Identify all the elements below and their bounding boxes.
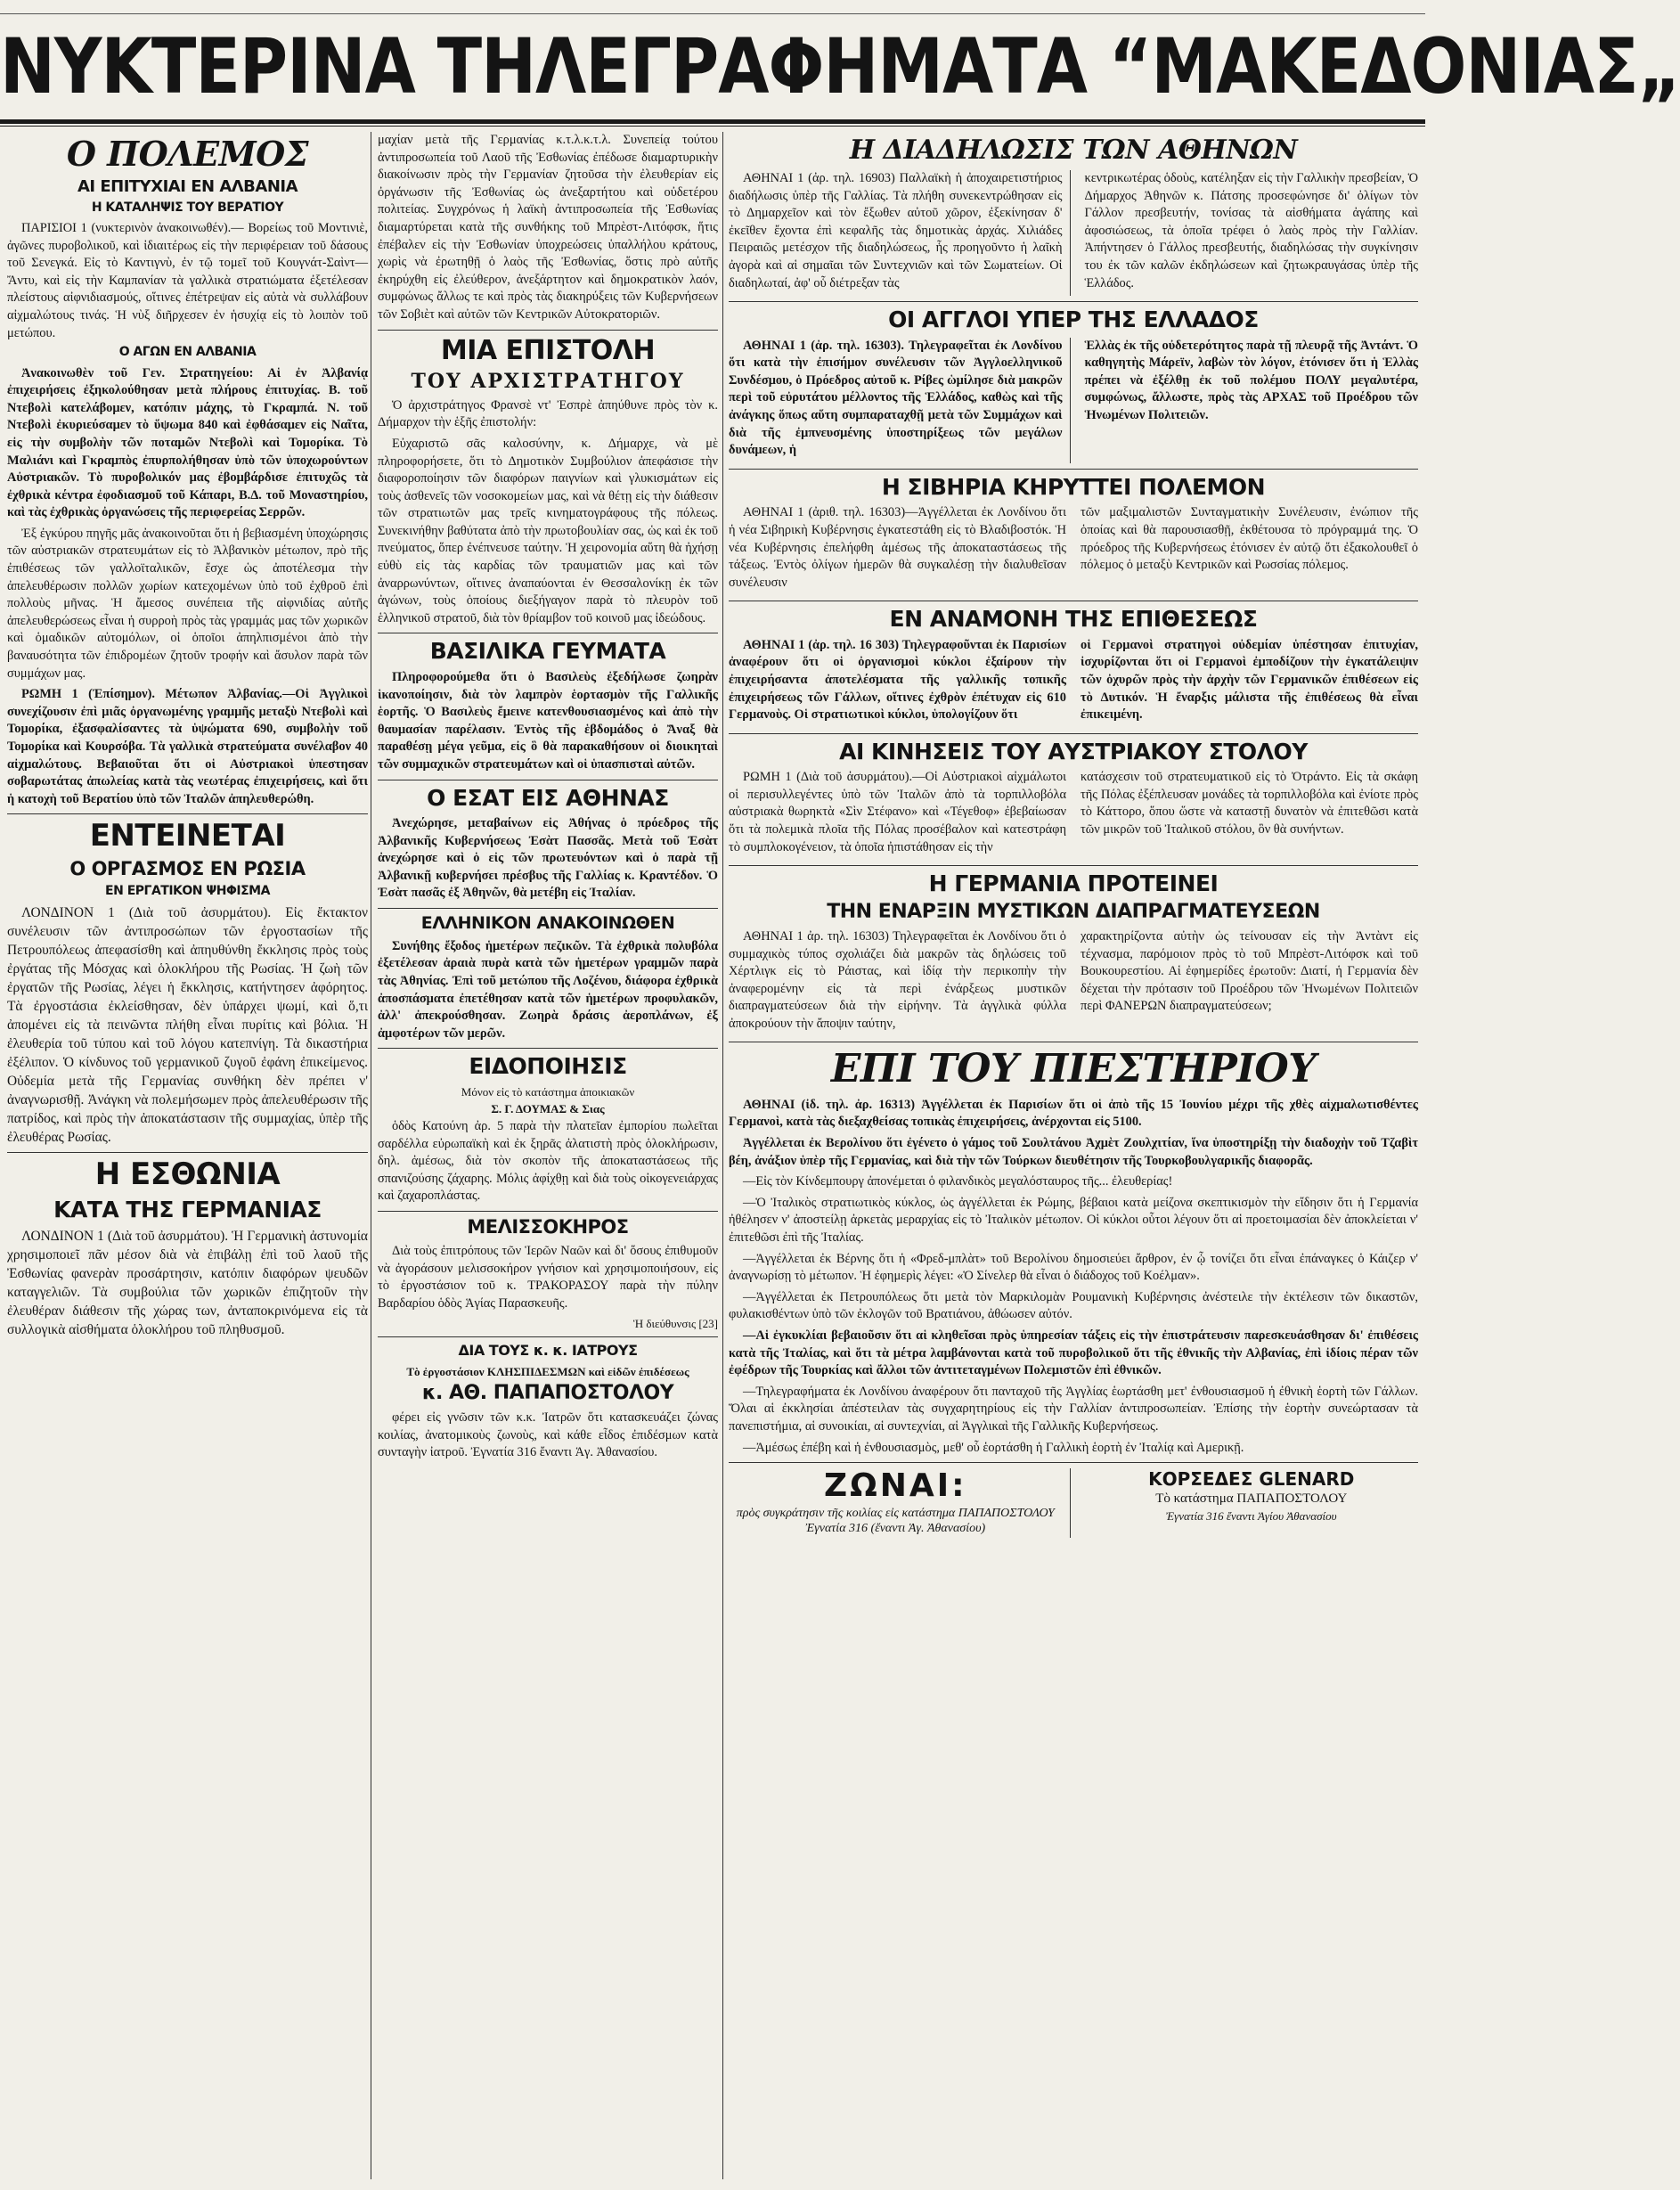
headline: Η ΓΕΡΜΑΝΙΑ ΠΡΟΤΕΙΝΕΙ — [928, 870, 1219, 897]
article-text: κεντρικωτέρας ὁδοὺς, κατέληξαν εἰς τὴν Γαλλικὴν πρεσβείαν, Ὁ Δήμαρχος Ἀθηνῶν κ. Πάτσης προσεφώνησε δι' ὀλίγων τὸν Γάλλον πρεσβευτήν, τονίσας τὰ αἰσθήματα ἀγάπης καὶ ἀφοσιώσεως, τὰ ὁποῖα τρέφει ὁ λαὸς πρὸς τὴν Γαλλίαν. Ἀπήντησεν ὁ Γάλλος πρεσβευτής, διαδηλώσας τὴν συγκίνησιν του ἐκ τῶν καλῶν ἐκδηλώσεων καὶ ζητωκραυγάσας ὑπὲρ τῆς Ἑλλάδος. — [1084, 171, 1418, 290]
masthead-rule-thin — [0, 126, 1425, 127]
headline: Η ΔΙΑΔΗΛΩΣΙΣ ΤΩΝ ΑΘΗΝΩΝ — [849, 135, 1298, 166]
divider — [378, 330, 718, 331]
subheadline: ΑΙ ΕΠΙΤΥΧΙΑΙ ΕΝ ΑΛΒΑΝΙΑ — [77, 176, 298, 196]
divider — [729, 865, 1418, 866]
article-two-column — [729, 928, 1418, 1037]
divider — [729, 469, 1418, 470]
headline: ΤΟΥ ΑΡΧΙΣΤΡΑΤΗΓΟΥ — [411, 369, 685, 393]
ad-text: ὁδὸς Κατούνη ἀρ. 5 παρὰ τὴν πλατεῖαν ἐμπορίου πωλεῖται σαρδέλλα εὐρωπαϊκὴ καὶ ἐκ ξηρᾶς ἀλατιστὴ πρὸς ὁλοκλήρωσιν, δηλ. ἀμέσως, διὰ τὸν σκοπὸν τῆς ἀποκαταστάσεως τῆς σπανιζούσης ζάχαρης. Μόλις ἀφίχθῃ καὶ διὰ τοὺς οἰκογενειάρχας καὶ ζαχαροπλάστας. — [378, 1118, 718, 1204]
ad-headline: ΜΕΛΙΣΣΟΚΗΡΟΣ — [467, 1215, 629, 1238]
ad-headline: ΕΙΔΟΠΟΙΗΣΙΣ — [469, 1053, 627, 1080]
headline: Ο ΟΡΓΑΣΜΟΣ ΕΝ ΡΩΣΙΑ — [69, 857, 306, 879]
article-text: κατάσχεσιν τοῦ στρατευματικοῦ εἰς τὸ Ὀτράντο. Εἰς τὰ σκάφη τῆς Πόλας ἐξέπλευσαν μονάδες τὰ τορπιλλοβόλα καὶ ἐνίοτε πρὸς τὸ Κάττορο, ὅπου ὥστε νὰ καταστῇ δυνατὸν νὰ ἐπιτεθῶσι κατὰ τῶν μικρῶν τοῦ Ἰταλικοῦ στόλου, ὃν θὰ συνήντων. — [1081, 770, 1418, 838]
ad-text: Σ. Γ. ΔΟΥΜΑΣ & Σιας — [491, 1101, 605, 1115]
divider — [729, 301, 1418, 302]
subheadline: Η ΚΑΤΑΛΗΨΙΣ ΤΟΥ ΒΕΡΑΤΙΟΥ — [91, 200, 284, 215]
article-text: ΡΩΜΗ 1 (Ἐπίσημον). Μέτωπον Ἀλβανίας.—Οἱ Ἀγγλικοὶ συνεχίζουσιν ἐπὶ μιᾶς ὀργανωμένης γραμμῆς μεταξὺ Ντεβολὶ καὶ Τομορίκα, ἐξασφαλίσαντες τὰ ὑψώματα 690, συμβολὴν τοῦ Τομορίκα καὶ Κουρσόβα. Τὰ γαλλικὰ στρατεύματα συνέλαβον 40 αἰχμαλώτους. Βεβαιοῦται ὅτι οἱ Αὐστριακοὶ ὑπεστησαν σοβαρωτάτας ἀπωλείας κατὰ τὰς νεωτέρας ἐπιχειρήσεις, καὶ ὅτι ἡ κατοχὴ τοῦ Βερατίου ὑπὸ τῶν Ἰταλῶν ἀπηλευθερώθη. — [7, 687, 368, 806]
ad-text: Ἡ διεύθυνσις [23] — [632, 1317, 718, 1331]
divider — [729, 733, 1418, 734]
article-text: χαρακτηρίζοντα αὐτὴν ὡς τείνουσαν εἰς τὴν Ἀντὰντ εἰς τέχνασμα, παρόμοιον πρὸς τὸ τοῦ Μπρὲστ-Λιτόφσκ καὶ τοῦ Βουκουρεστίου. Αἱ ἐφημερίδες ἐρωτοῦν: Διατί, ἡ Γερμανία δὲν δέχεται τὴν πρότασιν τοῦ Προέδρου τῶν Ἡνωμένων Πολιτειῶν περὶ ΦΑΝΕΡΩΝ διαπραγματεύσεων; — [1081, 928, 1418, 1014]
article-two-column — [729, 170, 1418, 296]
article-text: μαχίαν μετὰ τῆς Γερμανίας κ.τ.λ.κ.τ.λ. Συνεπείᾳ τούτου ἀντιπροσωπεία τοῦ Λαοῦ τῆς Ἐσθωνίας ἐπέδωσε διαμαρτυρικὴν διακοίνωσιν πρὸς τὴν Γερμανίαν ζητοῦσα τὴν ἐλευθερίαν εἰς ὀργάνωσιν τῆς Ἐσθωνίας ὡς ἀνεξαρτήτου καὶ οὐδετέρου πολιτείας. Συγχρόνως ἡ λαϊκὴ ἀντιπροσωπεία τῆς Ἐσθωνίας διαμαρτύρεται κατὰ τῆς συνθήκης τοῦ Μπρὲστ-Λιτόφσκ, ἥτις ἐπέβαλεν εἰς τὴν Ἐσθωνίαν ὑποχρεώσεις ὑπαλλήλου κράτους, χωρὶς νὰ ἐρωτηθῇ ὁ λαὸς τῆς Ἐσθωνίας, ὅστις πρὸ αὐτῆς ἐκηρύχθη εἰς ἐλεύθερον, ἀνεξάρτητον καὶ δημοκρατικὸν λαόν, συμφώνως ἄλλως τε καὶ πρὸς τὰς διακηρύξεις τῶν Κυβερνήσεων τῶν Σοβιὲτ καὶ αὐτῶν τῶν Κεντρικῶν Αὐτοκρατοριῶν. — [378, 133, 718, 322]
article-text: Ἀνακοινωθὲν τοῦ Γεν. Στρατηγείου: Αἱ ἐν Ἀλβανίᾳ ἐπιχειρήσεις ἐξηκολούθησαν μετὰ πλήρους ἐπιτυχίας. Β. τοῦ Ντεβολὶ κατελάβομεν, κατόπιν μάχης, τὸ Γκραμπά. Ν. τοῦ Ντεβολὶ ἐκυριεύσαμεν τὸ ὕψωμα 840 καὶ ἐφθάσαμεν εἰς Ναῖτα, εἰς τὴν συμβολὴν τῶν ποταμῶν Ντεβολὶ καὶ Τομορίκα. Τὸ Μαλιάνι καὶ Γκραμπὸς ἐπυρπολήθησαν ὑπὸ τῶν ὑποχωρούντων Αὐστριακῶν. Τὸ πυροβολικόν μας ἐβομβάρδισε ἐπιτυχῶς τὰ ἐχθρικὰ κέντρα ἐφοδιασμοῦ τοῦ Κάπαρι, Β.Δ. τοῦ Μοναστηρίου, καὶ τὰς ἐχθρικὰς ὀργανώσεις τῆς περιφερείας Σερρῶν. — [7, 365, 368, 520]
article-text: Πληροφορούμεθα ὅτι ὁ Βασιλεὺς ἐξεδήλωσε ζωηρὰν ἱκανοποίησιν, διὰ τὸν λαμπρὸν ἑορτασμὸν τῆς Γαλλικῆς ἑορτῆς. Ὁ Βασιλεὺς ἔμεινε κατενθουσιασμένος καὶ ἀπὸ τὴν θαυμασίαν παρέλασιν. Ἐντὸς τῆς ἑβδομάδος ὁ Ἄναξ θὰ παραθέσῃ μέγα γεῦμα, εἰς ὃ θὰ παρακαθήσουν οἱ διοικηταὶ τῶν συμμαχικῶν στρατευμάτων καὶ οἱ ὑπασπισταὶ αὐτῶν. — [378, 669, 718, 772]
ad-headline: ΖΩΝΑΙ: — [824, 1467, 967, 1505]
article-two-column — [729, 769, 1418, 860]
ads-row — [729, 1468, 1418, 1538]
headline: ΒΑΣΙΛΙΚΑ ΓΕΥΜΑΤΑ — [429, 638, 666, 665]
article-text: —Ἀμέσως ἐπέβη καὶ ἡ ἐνθουσιασμὸς, μεθ' οὗ ἑορτάσθη ἡ Γαλλικὴ ἑορτὴ ἐν Ἰταλίᾳ καὶ Αμερικῇ. — [743, 1440, 1244, 1455]
article-text: Ἀνεχώρησε, μεταβαίνων εἰς Ἀθήνας ὁ πρόεδρος τῆς Ἀλβανικῆς Κυβερνήσεως Ἐσὰτ Πασσᾶς. Μετὰ τοῦ Ἐσὰτ ἀνεχώρησε καὶ ὁ εἰς τῶν πρωτευόντων καὶ ὁ παρὰ τῇ Ἀλβανικῇ κυβερνήσει πρέσβυς τῆς Γαλλίας κ. Κραντέδον. Ὁ Ἐσὰτ πασᾶς ἐξ Ἀθηνῶν, θὰ μετέβη εἰς Ἰταλίαν. — [378, 816, 718, 901]
column-3-4 — [729, 132, 1418, 2181]
headline: ΕΛΛΗΝΙΚΟΝ ΑΝΑΚΟΙΝΩΘΕΝ — [420, 912, 675, 933]
divider — [378, 1211, 718, 1212]
article-text: ΑΘΗΝΑΙ 1 ἀρ. τηλ. 16303) Τηλεγραφεῖται ἐκ Λονδίνου ὅτι ὁ συμμαχικὸς τύπος σχολιάζει διὰ μακρῶν τὰς δηλώσεις τοῦ Χέρτλιγκ εἰς τὸ Ράιστας, καὶ ἰδίᾳ τὴν περικοπὴν τὴν ἀναφερομένην εἰς τὰ περὶ ἐνάρξεως μυστικῶν διαπραγματεύσεων διὰ τὴν εἰρήνην. Τὰ ἀγγλικὰ φύλλα ἀποκρούουν τὴν ἄποψιν ταύτην, — [729, 928, 1066, 1031]
article-text: —Ἀγγέλλεται ἐκ Πετρουπόλεως ὅτι μετὰ τὸν Μαρκιλομὰν Ρουμανικὴ Κυβέρνησις ἀνέστειλε τὴν ἐκτέλεσιν τῶν δικαστῶν, φυλακισθέντων ὑπὸ τῶν ἐκλογῶν τοῦ Βρατιάνου, ἀθώωσεν αὐτόν. — [729, 1289, 1418, 1322]
article-two-column — [729, 504, 1418, 595]
article-text: ΛΟΝΔΙΝΟΝ 1 (Διὰ τοῦ ἀσυρμάτου). Ἡ Γερμανικὴ ἀστυνομία χρησιμοποιεῖ πᾶν μέσον διὰ νὰ ἐπιβάλῃ ἐπὶ τοῦ λαοῦ τῆς Ἐσθωνίας φανερὰν προσάρτησιν, κατόπιν διαφόρων ψευδῶν καταγγελιῶν. Τὰ συμβούλια τῶν χωρικῶν ἐπιζητοῦν τὴν ἐλευθέραν διάθεσιν τῆς χώρας των, ἀνταποκρινόμενα εἰς τὰ συλλογικὰ αἰσθήματα ὁλοκλήρου τοῦ πληθυσμοῦ. — [7, 1229, 368, 1338]
headline-press: ΕΠΙ ΤΟΥ ΠΙΕΣΤΗΡΙΟΥ — [830, 1046, 1317, 1092]
article-text: ΑΘΗΝΑΙ (ἰδ. τηλ. ἀρ. 16313) Ἀγγέλλεται ἐκ Παρισίων ὅτι οἱ ἀπὸ τῆς 15 Ἰουνίου μέχρι τῆς χθὲς αἰχμαλωτισθέντες Γερμανοὶ, κατὰ τὰς διεξαχθείσας τοπικὰς ἐπιχειρήσεις, ἀνέρχονται εἰς 5100. — [729, 1097, 1418, 1130]
headline: Η ΣΙΒΗΡΙΑ ΚΗΡΥΤΤΕΙ ΠΟΛΕΜΟΝ — [881, 473, 1266, 500]
divider — [378, 908, 718, 909]
article-text: Εὐχαριστῶ σᾶς καλοσύνην, κ. Δήμαρχε, νὰ μὲ πληροφορήσετε, ὅτι τὸ Δημοτικὸν Συμβούλιον ἀπεφάσισε τὴν διαφοροποίησιν τῶν διαφόρων παιγνίων καὶ γλυκισμάτων εἰς τοὺς ἀσθενεῖς τῶν νοσοκομείων μας, καὶ νὰ θέτῃ εἰς τὴν διάθεσιν τῶν στρατιωτῶν μας τρεῖς κινηματογράφους τῆς πόλεως. Συνεκινήθην βαθύτατα ἀπὸ τὴν πρωτοβουλίαν σας, ὡς καὶ ἐκ τοῦ πνεύματος, ὅπερ ἐνέπνευσε ταύτην. Ἡ χειρονομία αὕτη θὰ ἠχήσῃ εὐθὺ εἰς τὰς καρδίας τῶν τραυματιῶν μας καὶ τῶν ἀναρρωνύντων, οἵτινες ἀναπαύονται ἐν Θεσσαλονίκῃ ἐκ τῶν ἀγώνων, τοὺς ὁποίους διεξήγαγον παρὰ τὸ πλευρὸν τοῦ ἑλληνικοῦ στρατοῦ, διὰ τὸν θρίαμβον τοῦ κοινοῦ μας ἰδεώδους. — [378, 436, 718, 625]
ad-text: Τὸ ἐργοστάσιον ΚΛΗΣΠΙΔΕΣΜΩΝ καὶ εἰδῶν ἐπιδέσεως — [406, 1364, 689, 1378]
article-two-column — [729, 637, 1418, 728]
divider — [729, 1462, 1418, 1463]
subheadline: Ο ΑΓΩΝ ΕΝ ΑΛΒΑΝΙΑ — [118, 345, 257, 360]
ad-headline: ΚΟΡΣΕΔΕΣ GLENARD — [1148, 1468, 1355, 1491]
ad-headline: κ. ΑΘ. ΠΑΠΑΠΟΣΤΟΛΟΥ — [421, 1381, 674, 1404]
divider — [7, 1152, 368, 1153]
article-text: —Τηλεγραφήματα ἐκ Λονδίνου ἀναφέρουν ὅτι πανταχοῦ τῆς Ἀγγλίας ἑωρτάσθη μετ' ἐνθουσιασμοῦ ἡ ἐθνικὴ ἑορτὴ τῶν Γάλλων. Ὅλαι αἱ ἐκκλησίαι ἀπέστειλαν τὰς συγχαρητηρίους εἰς τὴν Γαλλίαν ἀντιπροσωπείαν. Ἐπίσης τὴν ἑορτὴν συνεώρτασαν τὰ πανεπιστήμια, αἱ συνοικίαι, αἱ συντεχνίαι, αἱ Ἀγγλικαὶ τῆς Γαλλικῆς Κυβερνήσεως. — [729, 1384, 1418, 1434]
column-divider — [722, 132, 723, 2179]
article-text: —Εἰς τὸν Κίνδεμπουργ ἀπονέμεται ὁ φιλανδικὸς μεγαλόσταυρος τῆς... ἐλευθερίας! — [743, 1174, 1173, 1189]
article-text: Ἀγγέλλεται ἐκ Βερολίνου ὅτι ἐγένετο ὁ γάμος τοῦ Σουλτάνου Ἀχμὲτ Ζουλχιτίαν, ἵνα ὑποστηρίξῃ τὴν διαδοχὴν τοῦ Τζαβὶτ βέη, ἀνάξιον ὑπὲρ τῆς Γερμανίας, καὶ διὰ τὴν τῶν Τούρκων διευθέτησιν τῆς Τουρκοβουλγαρικῆς διαφορᾶς. — [729, 1136, 1418, 1168]
article-text: ΑΘΗΝΑΙ 1 (ἀριθ. τηλ. 16303)—Ἀγγέλλεται ἐκ Λονδίνου ὅτι ἡ νέα Σιβηρικὴ Κυβέρνησις ἐγκατεστάθη εἰς τὸ Βλαδιβοστόκ. Ἡ νέα Κυβέρνησις ἐπελήφθη ἀμέσως τῆς ἀποκαταστάσεως τῆς τάξεως. Ἐντὸς ὀλίγων ἡμερῶν θὰ συγκαλέσῃ τὴν διαλυθεῖσαν συνέλευσιν — [729, 505, 1066, 590]
headline: ΑΙ ΚΙΝΗΣΕΙΣ ΤΟΥ ΑΥΣΤΡΙΑΚΟΥ ΣΤΟΛΟΥ — [839, 738, 1308, 764]
article-text: —Ὁ Ἰταλικὸς στρατιωτικὸς κύκλος, ὡς ἀγγέλλεται ἐκ Ρώμης, βέβαιοι κατὰ μείζονα σκεπτικισμὸν τὴν εἴδησιν ὅτι ἡ Γερμανία ἠθέλησεν ν' ἀποστείλῃ ἀρκετὰς μεραρχίας εἰς τὸ Ἰταλικὸν μέτωπον. Οἱ κύκλοι οὗτοι λέγουν ὅτι αἱ προετοιμασίαι δὲν ἀποκλείεται ν' ἐπιτεθῶσι ἐπὶ τῆς Ἰταλίας. — [729, 1195, 1418, 1246]
article-text: ΛΟΝΔΙΝΟΝ 1 (Διὰ τοῦ ἀσυρμάτου). Εἰς ἔκτακτον συνέλευσιν τῶν ἀντιπροσώπων τῶν ἐργοστασίων τῆς Πετρουπόλεως ἀπεφασίσθη καὶ ἀπηυθύνθη ἔκκλησις πρὸς τοὺς ἐργάτας τῆς Μόσχας καὶ ὁλοκλήρου τῆς Ρωσίας. Ἡ ζωὴ τῶν ἐργατῶν τῆς Ρωσίας, λέγει ἡ ἔκκλησις, κατήντησεν ἀφόρητος. Τὰ ἐργοστάσια ἐκλείσθησαν, δὲν ὑπάρχει ψωμί, καὶ ὅ,τι ἀπομένει εἰς τὰ πεινῶντα πλήθη εἶναι πυρίτις καὶ βόλια. Ἡ ἐλευθερία τοῦ τύπου καὶ τοῦ λόγου κατεπνίγη. Τὰ δικαστήρια ἐξέλιπον. Ὁ κίνδυνος τοῦ γερμανικοῦ ζυγοῦ ἐφάνη ἐπικείμενος. Οὐδεμία μετὰ τῆς Γερμανίας συνθήκη δὲν πρέπει ν' ἀναγνωρισθῇ. Ἀνάγκη νὰ πολεμήσωμεν πρὸς ἀπελευθέρωσιν τῆς πατρίδος, καὶ πρὸς τὴν ἀποκατάστασιν τῆς συμμαχίας, ὑπὲρ τῆς ἐλευθέρας Ρωσίας. — [7, 905, 368, 1146]
masthead-title: ΝΥΚΤΕΡΙΝΑ ΤΗΛΕΓΡΑΦΗΜΑΤΑ “ΜΑΚΕΔΟΝΙΑΣ„ — [0, 22, 1680, 111]
article-text: —Ἀγγέλλεται ἐκ Βέρνης ὅτι ἡ «Φρεδ-μπλὰτ» τοῦ Βερολίνου δημοσιεύει ἄρθρον, ἐν ᾧ τονίζει ὅτι εἶναι ἐπάναγκες ὁ Κάιζερ ν' ἀναγνωρίσῃ τὸ μέτωπον. Ἡ ἐφημερὶς λέγει: «Ὁ Σίνελερ θὰ εἶναι ὁ διάδοχος τοῦ Κοέλμαν». — [729, 1251, 1418, 1284]
article-two-column — [729, 338, 1418, 463]
article-text: τῶν μαξιμαλιστῶν Συνταγματικὴν Συνέλευσιν, ἐνώπιον τῆς ὁποίας καὶ θὰ παρουσιασθῇ, ἐκθέτουσα τὸ πρόγραμμά της. Ὁ πρόεδρος τῆς Κυβερνήσεως ἐτόνισεν ἐν αὐτῷ ὅτι ἐξακολουθεῖ ὁ πόλεμος ὁ μεταξὺ Κεντρικῶν καὶ Ρωσσίας πόλεμος. — [1081, 505, 1418, 573]
headline: ΕΝΤΕΙΝΕΤΑΙ — [89, 818, 286, 854]
headline: Ο ΕΣΑΤ ΕΙΣ ΑΘΗΝΑΣ — [427, 784, 669, 811]
article-text: ΡΩΜΗ 1 (Διὰ τοῦ ἀσυρμάτου).—Οἱ Αὐστριακοὶ αἰχμάλωτοι οἱ περισυλλεγέντες ὑπὸ τῶν Ἰταλῶν ἀπὸ τὰ τορπιλλοβόλα αὐστριακὰ θωρηκτὰ «Σὶν Στέφανο» καὶ «Τέγεθοφ» ἐβεβαίωσαν ὅτι τὰ πολεμικὰ πλοῖα τῆς Πόλας προσέβαλον καὶ κατεστράφη τὸ συμπλοκογένειον, τὰ ὁποῖα ἠπιστάθησαν εἰς τὴν — [729, 770, 1066, 854]
headline: ΤΗΝ ΕΝΑΡΞΙΝ ΜΥΣΤΙΚΩΝ ΔΙΑΠΡΑΓΜΑΤΕΥΣΕΩΝ — [827, 900, 1320, 923]
headline: ΕΝ ΑΝΑΜΟΝΗ ΤΗΣ ΕΠΙΘΕΣΕΩΣ — [889, 606, 1258, 633]
article-text: Ὁ ἀρχιστράτηγος Φρανσὲ ντ' Ἐσπρὲ ἀπηύθυνε πρὸς τὸν κ. Δήμαρχον τὴν ἑξῆς ἐπιστολήν: — [378, 397, 718, 430]
divider — [7, 813, 368, 814]
article-text: ΑΘΗΝΑΙ 1 (ἀρ. τηλ. 16903) Παλλαϊκὴ ἡ ἀποχαιρετιστήριος διαδήλωσις ὑπὲρ τῆς Γαλλίας. Τὰ πλήθη συνεκεντρώθησαν εἰς τὸ Δημαρχεῖον καὶ τὸν ἔξωθεν αὐτοῦ χῶρον, ἐξεκίνησαν δ' ἐκεῖθεν ἔχοντα ἐπὶ κεφαλῆς τὰς δημοτικὰς ἀρχάς. Χιλιάδες Πειραιῶς μετέσχον τῆς διαδηλώσεως, ἧς προηγοῦντο ἡ λαῖκὴ ἀγορὰ καὶ αἱ σημαῖαι τῶν Συντεχνιῶν καὶ τῶν Σωματείων. Οἱ διαδηλωταί, ἀφ' οὗ διέτρεξαν τὰς — [729, 171, 1063, 290]
subheadline: ΕΝ ΕΡΓΑΤΙΚΟΝ ΨΗΦΙΣΜΑ — [105, 883, 270, 898]
article-text: ΠΑΡΙΣΙΟΙ 1 (νυκτερινὸν ἀνακοινωθέν).— Βορείως τοῦ Μοντινιὲ, ἀγῶνες πυροβολικοῦ, καὶ ἰδιαιτέρως εἰς τὴν περιφέρειαν τοῦ δάσους τοῦ Σενεγκά. Εἰς τὸ Καντιγνὺ, ἐν τῷ τομεῖ τοῦ Κουγνάτ-Σαὶντ—Ἄντυ, καὶ εἰς τὴν Καμπανίαν τὰ γαλλικὰ στρατιώματα ἐξετέλεσαν πλείστους αἰφνιδιασμούς, οἵτινες ἐπέτρεψαν εἰς αὐτὰ νὰ συλλάβουν αἰχμαλώτους τινάς. Ἡ νὺξ διῆρχεσεν ἐν ἡσυχίᾳ εἰς τὸ λοιπὸν τοῦ μετώπου. — [7, 220, 368, 340]
headline: Η ΕΣΘΩΝΙΑ — [94, 1156, 281, 1193]
article-text: Συνήθης ἔξοδος ἡμετέρων πεζικῶν. Τὰ ἐχθρικὰ πολυβόλα ἐξετέλεσαν ἀραιὰ πυρὰ κατὰ τῶν ἡμετέρων γραμμῶν παρὰ τὰς Ἀθηνίας. Ἐπὶ τοῦ μετώπου τῆς Λοζένου, διάφορα ἐχθρικὰ ἀποσπάσματα ἐπετέθησαν κατὰ τῶν ἡμετέρων προφυλακῶν, ἀλλ' ἀπεκρούσθησαν. Ζωηρὰ δράσις ἀεροπλάνων, ἐξ ἀμφοτέρων τῶν μερῶν. — [378, 938, 718, 1041]
ad-text: πρὸς συγκράτησιν τῆς κοιλίας εἰς κατάστημα ΠΑΠΑΠΟΣΤΟΛΟΥ Ἐγνατία 316 (ἔναντι Ἁγ. Ἀθανασίου) — [736, 1507, 1055, 1536]
ad-text: Τὸ κατάστημα ΠΑΠΑΠΟΣΤΟΛΟΥ — [1155, 1491, 1348, 1507]
ad-text: φέρει εἰς γνῶσιν τῶν κ.κ. Ἰατρῶν ὅτι κατασκευάζει ζώνας κοιλίας, ἀνατομικοὺς ζωνοὺς, καὶ κάθε εἶδος ἐπιδέσμων κατὰ συνταγὴν ἰατροῦ. Ἐγνατία 316 ἔναντι Ἁγ. Ἀθανασίου. — [378, 1410, 718, 1460]
ad-headline: ΔΙΑ ΤΟΥΣ κ. κ. ΙΑΤΡΟΥΣ — [458, 1342, 638, 1360]
ad-corsets — [1085, 1468, 1419, 1538]
article-text: —Αἱ ἐγκυκλίαι βεβαιοῦσιν ὅτι αἱ κληθεῖσαι πρὸς ὑπηρεσίαν τάξεις εἰς τὴν ἐπιστράτευσιν παρεσκευάσθησαν δι' ἐπιθέσεις κατὰ τῆς Ἰταλίας, καὶ ὅτι τὰ μέτρα λαμβάνονται κατὰ τοῦ πυροβολικοῦ ὅτι τῆς ἐθνικῆς τὴν Αλβανίας, ἐπὶ ἰδίοις πέραν τῶν ἐφέδρων τῆς Τουρκίας καὶ ἄλλοι τῶν ἀντιτεταγμένων Πολεμιστῶν ἐπὶ ἐθνικῶν. — [729, 1328, 1418, 1378]
headline-war: Ο ΠΟΛΕΜΟΣ — [66, 134, 309, 174]
article-text: Ἑλλὰς ἐκ τῆς οὐδετερότητος παρὰ τῇ πλευρᾷ τῆς Ἀντάντ. Ὁ καθηγητὴς Μάρεϊν, λαβὼν τὸν λόγον, ἐτόνισεν ὅτι ἡ Ἑλλὰς πρέπει νὰ ἐξέλθῃ ἐκ τοῦ πολέμου ΠΟΛΥ μεγαλυτέρα, συμφώνως, ἄλλωστε, πρὸς τὰς ΑΡΧΑΣ τοῦ Προέδρου τῶν Ἡνωμένων Πολιτειῶν. — [1084, 338, 1418, 423]
ad-text: Μόνον εἰς τὸ κατάστημα ἀποικιακῶν — [461, 1084, 635, 1099]
article-text: ΑΘΗΝΑΙ 1 (ἀρ. τηλ. 16 303) Τηλεγραφοῦνται ἐκ Παρισίων ἀναφέρουν ὅτι οἱ ὀργανισμοὶ κύκλοι ἐξαίρουν τὴν ἐπιχειρήσαντα ἀποτελέσματα τῆς γαλλικῆς τοπικῆς ἐπιχειρήσεως τῶν Γάλλων, οἵτινες ἐχθρὸν ἐπέτυχαν εἰς 610 Γερμανοὺς. Οἱ στρατιωτικοὶ κύκλοι, ὑπολογίζουν ὅτι — [729, 637, 1066, 723]
article-text: ΑΘΗΝΑΙ 1 (ἀρ. τηλ. 16303). Τηλεγραφεῖται ἐκ Λονδίνου ὅτι κατὰ τὴν ἐπισήμον συνέλευσιν τῶν Ἀγγλοελληνικοῦ Συνδέσμου, ὁ Πρόεδρος αὐτοῦ κ. Ρίβες ὡμίλησε διὰ μακρῶν περὶ τοῦ εὐρυτάτου μέλλοντος τῆς Ἑλλάδος, καθὼς καὶ τῆς ἀνάγκης ὅπως αὕτη συμπαραταχθῇ μετὰ τῶν Συμμάχων καὶ διὰ τῆς ἐμπνευσμένης ὑποστηρίξεως τῶν μεγάλων δυνάμεων, ἡ — [729, 338, 1063, 458]
divider — [378, 1336, 718, 1337]
ad-text: Διὰ τοὺς ἐπιτρόπους τῶν Ἱερῶν Ναῶν καὶ δι' ὅσους ἐπιθυμοῦν νὰ ἀγοράσουν μελισσοκήρον γνήσιον καὶ χρησιμοποιήσουν, εἰς τὸ ἐργοστάσιον τοῦ κ. ΤΡΑΚΟΡΑΣΟΥ παρὰ τὴν πύλην Βαρδαρίου ὁδὸς Ἁγίας Παρασκευῆς. — [378, 1243, 718, 1311]
article-text: Ἐξ ἐγκύρου πηγῆς μᾶς ἀνακοινοῦται ὅτι ἡ βεβιασμένη ὑποχώρησις τῶν αὐστριακῶν στρατευμάτων εἰς τὸ Ἀλβανικὸν μέτωπον, πρὸ τῆς ἐπιθέσεως τῶν γαλλοϊταλικῶν, ἔσχε ὡς ἀποτέλεσμα τὴν ἀπελευθέρωσιν πολλῶν χωρίων κατεχομένων ὑπὸ τοῦ ἐχθροῦ ἐπὶ πολλοὺς μῆνας. Ἡ ἄμεσος συνέπεια τῆς αἰφνιδίας αὐτῆς ἀπελευθερώσεως εἶναι ἡ συρροὴ πρὸς τὰς γραμμάς μας τῶν χωρικῶν καὶ ὁμαδικῶν αὐτομόλων, οἱ ὁποῖοι ἀπηλπισμένοι ἀπὸ τὴν βαναυσότητα τῶν ἐπιδρομέων ζητοῦν τροφήν καὶ ἄσυλον παρὰ τῶν συμμάχων μας. — [7, 526, 368, 681]
masthead-rule — [0, 119, 1425, 124]
divider — [378, 1048, 718, 1049]
headline: ΜΙΑ ΕΠΙΣΤΟΛΗ — [440, 334, 656, 366]
article-text: οἱ Γερμανοὶ στρατηγοὶ οὐδεμίαν ὑπέστησαν ἐπιτυχίαν, ἰσχυρίζονται ὅτι οἱ Γερμανοὶ ἐμποδίζουν τὴν ἐγκατάλειψιν τῶν ὀχυρῶν πρὸς τὴν ἀρχὴν τῶν Γερμανικῶν ἐπιθέσεων εἰς τὸ Δυτικόν. Ἡ ἔναρξις μάλιστα τῆς ἐπιθέσεως θὰ εἶναι ἐπικειμένη. — [1081, 637, 1418, 723]
ad-belts — [729, 1468, 1071, 1538]
column-1 — [7, 132, 368, 2181]
headline: ΚΑΤΑ ΤΗΣ ΓΕΡΜΑΝΙΑΣ — [53, 1196, 322, 1222]
ad-text: Ἐγνατία 316 ἔναντι Ἁγίου Ἀθανασίου — [1165, 1509, 1337, 1524]
headline: ΟΙ ΑΓΓΛΟΙ ΥΠΕΡ ΤΗΣ ΕΛΛΑΔΟΣ — [888, 306, 1259, 333]
column-2 — [378, 132, 718, 2181]
